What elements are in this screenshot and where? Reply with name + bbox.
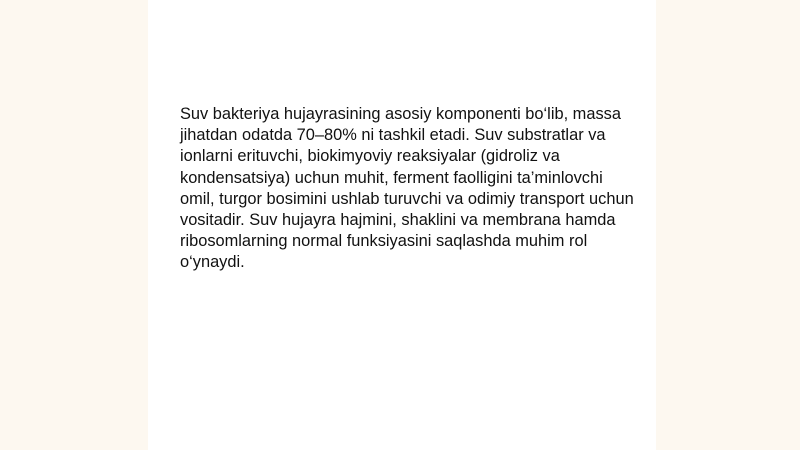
body-paragraph: Suv bakteriya hujayrasining asosiy komponenti bo‘lib, massa jihatdan odatda 70–80% ni tashkil etadi. Suv substratlar va ionlarni erituvchi, biokimyoviy reaksiyalar (gidroliz va kondensatsiya) uchun muhit, ferment faolligini ta’minlovchi omil, turgor bosimini ushlab turuvchi va odimiy transport uchun vositadir. Suv hujayra hajmini, shaklini va membrana hamda ribosomlarning normal funksiyasini saqlashda muhim rol o‘ynaydi. bbox=[180, 105, 634, 272]
document-page bbox=[148, 0, 656, 450]
